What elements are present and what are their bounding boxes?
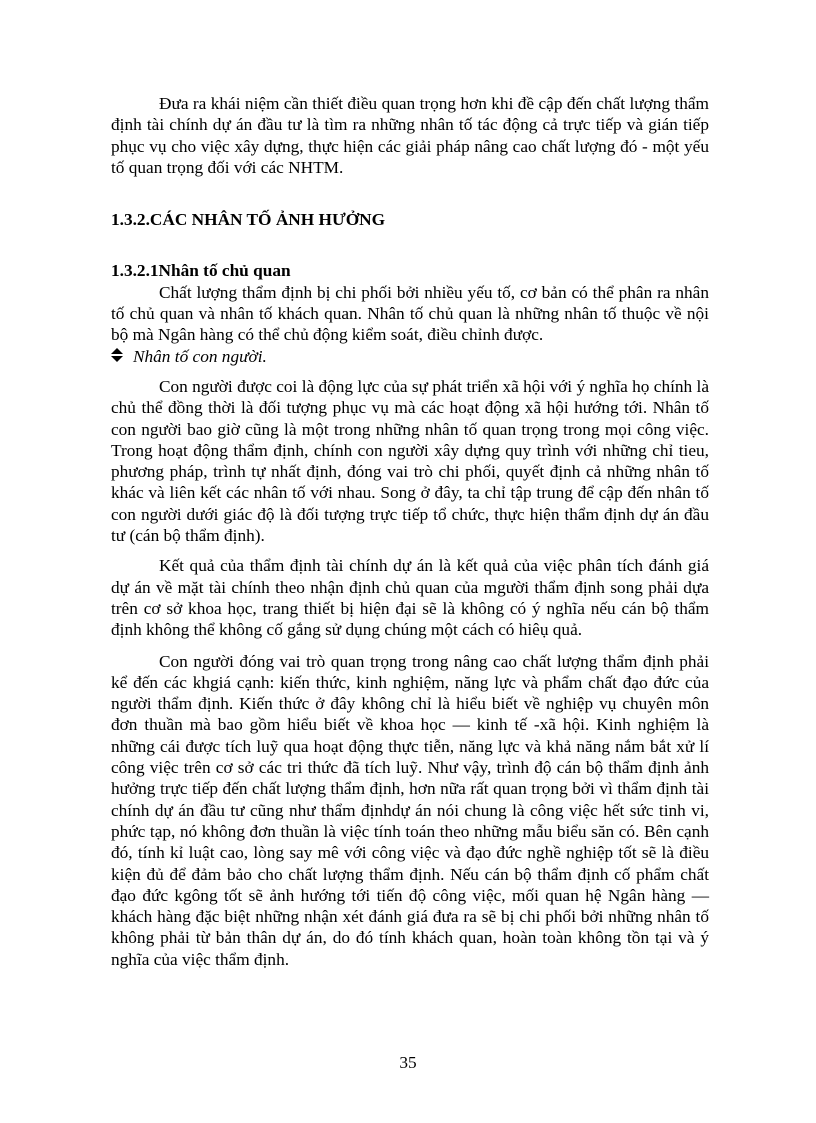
document-page (111, 93, 709, 970)
paragraph-human-role: Con người được coi là động lực của sự phát triển xã hội với ý nghĩa họ chính là chủ thể đồng thời là đối tượng phục vụ mà các hoạt động xã hội hướng tới. Nhân tố con người bao giờ cũng là một trong những nhân tố quan trọng trong mọi công việc. Trong hoạt động thẩm định, chính con người xây dựng quy trình với những chỉ tieu, phương pháp, trình tự nhất định, đóng vai trò chi phối, quyết định cả những nhân tố khác và liên kết các nhân tố với nhau. Song ở đây, ta chỉ tập trung để cập đến nhân tố con người dưới giác độ là đối tượng trực tiếp tổ chức, thực hiện thẩm định dự án đầu tư (cán bộ thẩm định). (111, 376, 709, 546)
section-heading: 1.3.2.CÁC NHÂN TỐ ẢNH HƯỞNG (111, 210, 386, 230)
page-number: 35 (399, 1053, 417, 1072)
up-down-triangle-icon (111, 348, 125, 364)
paragraph-appraiser-quality: Con người đóng vai trò quan trọng trong nâng cao chất lượng thẩm định phải kể đến các khgiá cạnh: kiến thức, kinh nghiệm, năng lực và phẩm chất đạo đức của người thẩm định. Kiến thức ở đây không chỉ là hiểu biết về nghiệp vụ chuyên môn đơn thuần mà bao gồm hiểu biết về khoa học — kinh tế -xã hội. Kinh nghiệm là những cái được tích luỹ qua hoạt động thực tiễn, năng lực và khả năng nắm bắt xử lí công việc trên cơ sở các tri thức đã tích luỹ. Như vậy, trình độ cán bộ thẩm định ảnh hưởng trực tiếp đến chất lượng thẩm định, hơn nữa rất quan trọng bởi vì thẩm định tài chính dự án đầu tư cũng như thẩm địnhdự án nói chung là công việc hết sức tinh vi, phức tạp, nó không đơn thuần là việc tính toán theo những mẫu biểu săn có. Bên cạnh đó, tính kỉ luật cao, lòng say mê với công việc và đạo đức nghề nghiệp tốt sẽ là điều kiện đủ để đảm bảo cho chất lượng thẩm định. Nếu cán bộ thẩm định cố phẩm chất đạo đức kgông tốt sẽ ảnh hướng tới tiến độ công việc, mối quan hệ Ngân hàng —khách hàng đặc biệt những nhận xét đánh giá đưa ra sẽ bị chi phối bởi những nhân tố không phải từ bản thân dự án, do đó tính khách quan, hoàn toàn không tồn tại và ý nghĩa của việc thẩm định. (111, 651, 709, 969)
bullet-text: Nhân tố con người. (133, 346, 267, 366)
paragraph-appraisal-result: Kết quả của thẩm định tài chính dự án là kết quả của việc phân tích đánh giá dự án về mặt tài chính theo nhận định chủ quan của mgười thẩm định song phải dựa trên cơ sở khoa học, trang thiết bị hiện đại sẽ là không có ý nghĩa nếu cán bộ thẩm định không thể không cố gắng sử dụng chúng một cách có hiêụ quả. (111, 556, 709, 640)
paragraph-intro: Đưa ra khái niệm cần thiết điều quan trọng hơn khi đề cập đến chất lượng thẩm định tài chính dự án đầu tư là tìm ra những nhân tố tác động cả trực tiếp và gián tiếp phục vụ cho việc xây dựng, thực hiện các giải pháp nâng cao chất lượng đó - một yếu tố quan trọng đối với các NHTM. (111, 94, 709, 177)
bullet-human-factor (111, 346, 709, 367)
subsection-heading: 1.3.2.1Nhân tố chủ quan (111, 261, 291, 281)
paragraph-subjective-factors: Chất lượng thẩm định bị chi phối bởi nhiều yếu tố, cơ bản có thể phân ra nhân tố chủ quan và nhân tố khách quan. Nhân tố chủ quan là những nhân tố thuộc về nội bộ mà Ngân hàng có thể chủ động kiểm soát, điều chỉnh được. (111, 282, 709, 345)
